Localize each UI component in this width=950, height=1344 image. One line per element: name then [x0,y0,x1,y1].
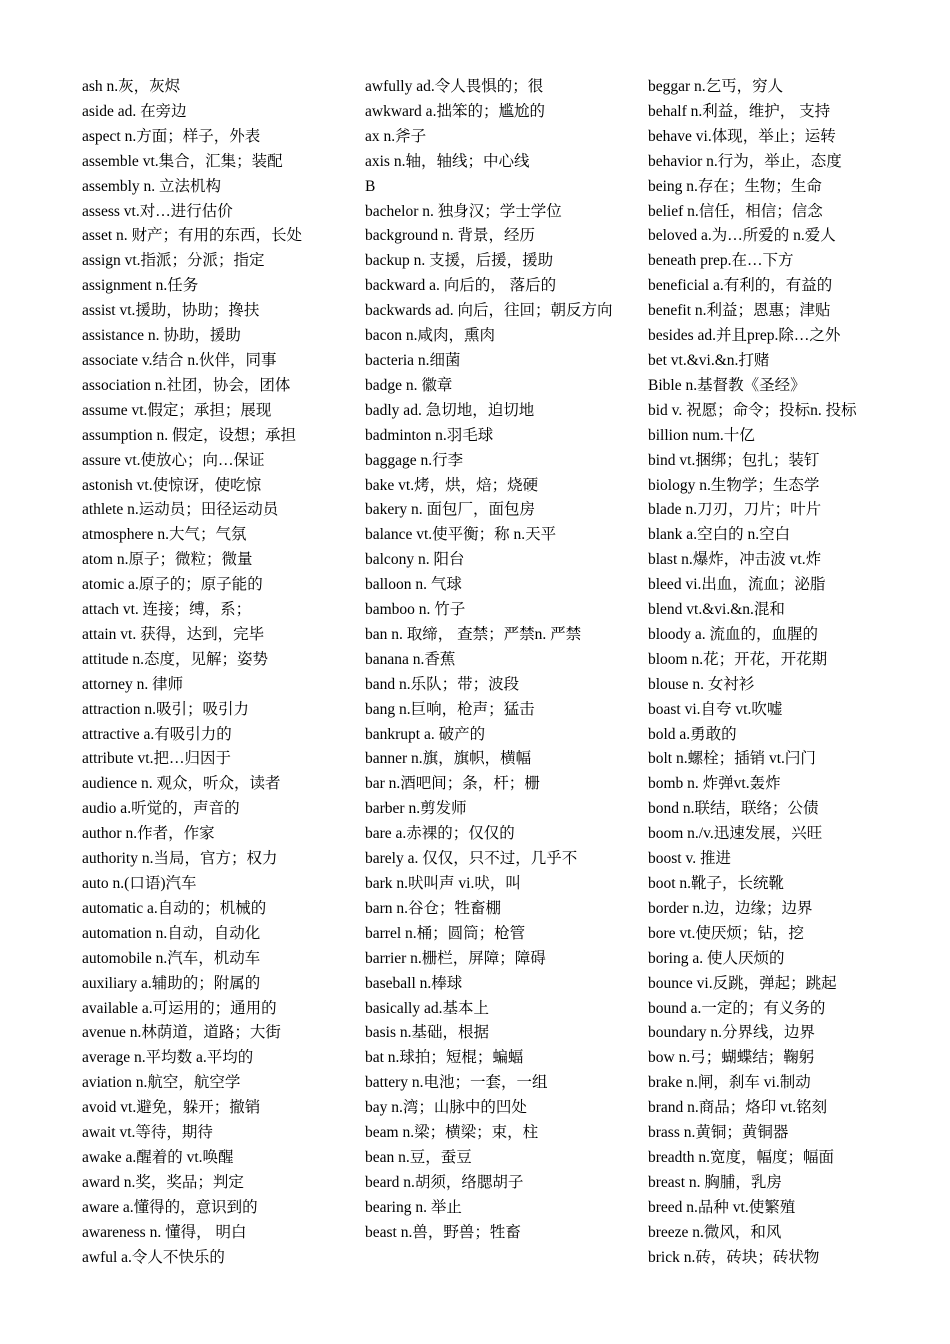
word-entry: atomic a.原子的；原子能的 [82,576,263,594]
word-entry: boundary n.分界线，边界 [648,1024,816,1042]
word-entry: brand n.商品；烙印 vt.铭刻 [648,1099,828,1117]
word-entry: attach vt. 连接；缚，系； [82,601,252,619]
word-entry: assure vt.使放心；向…保证 [82,451,265,469]
word-entry: bid v. 祝愿；命令；投标n. 投标 [648,401,857,419]
word-entry: battery n.电池；一套，一组 [365,1074,548,1092]
word-entry: aware a.懂得的，意识到的 [82,1198,258,1216]
word-entry: aside ad. 在旁边 [82,102,187,120]
word-entry: bind vt.捆绑；包扎；装钉 [648,451,820,469]
word-entry: beam n.梁；横梁；束，柱 [365,1124,539,1142]
word-entry: bachelor n. 独身汉；学士学位 [365,202,562,220]
word-entry: asset n. 财产；有用的东西，长处 [82,227,303,245]
word-entry: atom n.原子；微粒；微量 [82,551,253,569]
word-entry: bacon n.咸肉，熏肉 [365,327,496,345]
word-entry: border n.边，边缘；边界 [648,899,813,917]
word-entry: attribute vt.把…归因于 [82,750,231,768]
word-entry: bat n.球拍；短棍；蝙蝠 [365,1049,524,1067]
word-entry: barber n.剪发师 [365,800,467,818]
word-entry: balloon n. 气球 [365,576,462,594]
word-entry: breed n.品种 vt.使繁殖 [648,1198,796,1216]
word-entry: award n.奖，奖品；判定 [82,1173,244,1191]
word-entry: barrier n.栅栏，屏障；障碍 [365,949,546,967]
word-entry: bloom n.花；开花，开花期 [648,650,828,668]
word-entry: bearing n. 举止 [365,1198,462,1216]
word-entry: awake a.醒着的 vt.唤醒 [82,1148,234,1166]
word-entry: blouse n. 女衬衫 [648,675,755,693]
word-entry: automatic a.自动的；机械的 [82,899,267,917]
word-entry: beast n.兽，野兽；牲畜 [365,1223,521,1241]
word-entry: beloved a.为…所爱的 n.爱人 [648,227,836,245]
word-entry: boot n.靴子，长统靴 [648,875,785,892]
word-entry: brass n.黄铜；黄铜器 [648,1124,789,1142]
word-entry: besides ad.并且prep.除…之外 [648,327,841,345]
word-entry: behavior n.行为，举止，态度 [648,152,842,170]
word-entry: backwards ad. 向后，往回；朝反方向 [365,302,613,320]
word-entry: association n.社团，协会，团体 [82,376,291,394]
word-entry: bond n.联结，联络；公债 [648,800,819,818]
word-entry: assistance n. 协助，援助 [82,327,241,345]
word-entry: blast n.爆炸，冲击波 vt.炸 [648,551,822,569]
word-entry: associate v.结合 n.伙伴，同事 [82,351,277,369]
word-entry: awkward a.拙笨的；尴尬的 [365,102,545,120]
word-entry: avoid vt.避免，躲开；撤销 [82,1099,261,1117]
word-entry: available a.可运用的；通用的 [82,999,277,1017]
word-entry: awareness n. 懂得， 明白 [82,1223,247,1241]
word-entry: atmosphere n.大气；气氛 [82,526,247,544]
word-entry: bakery n. 面包厂，面包房 [365,501,536,519]
word-entry: bold a.勇敢的 [648,725,737,743]
word-entry: assign vt.指派；分派；指定 [82,252,265,270]
word-entry: blade n.刀刃，刀片；叶片 [648,501,822,519]
word-entry: bow n.弓；蝴蝶结；鞠躬 [648,1049,815,1067]
word-entry: automation n.自动，自动化 [82,924,261,942]
word-entry: balance vt.使平衡；称 n.天平 [365,526,557,544]
word-entry: banner n.旗，旗帜，横幅 [365,750,532,768]
word-entry: benefit n.利益；恩惠；津贴 [648,302,831,320]
word-entry: bare a.赤裸的；仅仅的 [365,825,515,843]
word-entry: bacteria n.细菌 [365,351,461,369]
word-entry: blank a.空白的 n.空白 [648,526,791,544]
word-entry: beneath prep.在…下方 [648,252,794,270]
word-entry: background n. 背景，经历 [365,227,536,245]
word-entry: backward a. 向后的， 落后的 [365,277,557,295]
word-entry: breadth n.宽度，幅度；幅面 [648,1148,834,1166]
word-entry: bore vt.使厌烦；钻，挖 [648,924,804,942]
word-entry: ban n. 取缔， 查禁；严禁n. 严禁 [365,625,582,643]
word-entry: astonish vt.使惊讶，使吃惊 [82,476,262,494]
word-entry: assemble vt.集合，汇集；装配 [82,152,283,170]
word-column-3 [648,75,910,1271]
word-entry: badly ad. 急切地，迫切地 [365,401,535,419]
word-entry: ax n.斧子 [365,127,427,145]
word-entry: boom n./v.迅速发展，兴旺 [648,825,823,843]
word-entry: being n.存在；生物；生命 [648,177,822,195]
word-entry: auto n.(口语)汽车 [82,875,197,892]
word-entry: bolt n.螺栓；插销 vt.闩门 [648,750,816,768]
word-entry: attorney n. 律师 [82,675,184,693]
word-entry: bloody a. 流血的，血腥的 [648,625,819,643]
word-entry: assumption n. 假定，设想；承担 [82,426,296,444]
word-entry: bound a.一定的；有义务的 [648,999,826,1017]
word-entry: attain vt. 获得，达到，完毕 [82,625,265,643]
word-entry: bankrupt a. 破产的 [365,725,486,743]
word-entry: assembly n. 立法机构 [82,177,222,195]
word-entry: await vt.等待，期待 [82,1124,213,1142]
word-entry: bounce vi.反跳，弹起；跳起 [648,974,837,992]
word-entry: avenue n.林荫道，道路；大街 [82,1024,281,1042]
word-entry: audio a.听觉的，声音的 [82,800,240,818]
word-entry: billion num.十亿 [648,426,755,444]
word-entry: beggar n.乞丐，穷人 [648,78,784,95]
word-entry: biology n.生物学；生态学 [648,476,820,494]
word-entry: breeze n.微风，和风 [648,1223,782,1241]
word-entry: axis n.轴，轴线；中心线 [365,152,530,170]
word-entry: boring a. 使人厌烦的 [648,949,785,967]
word-entry: aspect n.方面；样子，外表 [82,127,261,145]
word-entry: attractive a.有吸引力的 [82,725,232,743]
word-entry: attitude n.态度，见解；姿势 [82,650,268,668]
word-entry: bet vt.&vi.&n.打赌 [648,351,770,369]
word-entry: author n.作者，作家 [82,825,215,843]
word-entry: boost v. 推进 [648,850,731,868]
word-entry: assignment n.任务 [82,277,199,295]
word-entry: awfully ad.令人畏惧的；很 [365,78,544,95]
word-entry: banana n.香蕉 [365,650,456,668]
word-entry: basis n.基础，根据 [365,1024,490,1042]
word-entry: beard n.胡须，络腮胡子 [365,1173,524,1191]
word-entry: belief n.信任，相信；信念 [648,202,823,220]
word-column-1 [82,75,344,1271]
word-entry: bar n.酒吧间；条，杆；栅 [365,775,540,793]
word-entry: B [365,177,376,195]
word-entry: band n.乐队；带；波段 [365,675,520,693]
word-entry: average n.平均数 a.平均的 [82,1049,254,1067]
word-entry: attraction n.吸引；吸引力 [82,700,250,718]
word-entry: badge n. 徽章 [365,376,453,394]
word-entry: bark n.吠叫声 vi.吠，叫 [365,875,521,892]
word-entry: boast vi.自夸 vt.吹嘘 [648,700,783,718]
word-entry: behave vi.体现，举止；运转 [648,127,836,145]
word-entry: blend vt.&vi.&n.混和 [648,601,785,619]
word-entry: ash n.灰，灰烬 [82,78,181,95]
word-entry: assist vt.援助，协助；搀扶 [82,302,260,320]
word-entry: assume vt.假定；承担；展现 [82,401,272,419]
word-entry: brake n.闸，刹车 vi.制动 [648,1074,811,1092]
word-entry: authority n.当局，官方；权力 [82,850,278,868]
word-entry: behalf n.利益，维护， 支持 [648,102,831,120]
word-entry: assess vt.对…进行估价 [82,202,233,220]
word-entry: baseball n.棒球 [365,974,463,992]
word-entry: Bible n.基督教《圣经》 [648,376,806,394]
word-entry: bleed vi.出血，流血；泌脂 [648,576,826,594]
word-entry: awful a.令人不快乐的 [82,1248,225,1266]
word-entry: bamboo n. 竹子 [365,601,466,619]
word-entry: backup n. 支援，后援，援助 [365,252,554,270]
word-entry: barely a. 仅仅，只不过，几乎不 [365,850,578,868]
word-entry: basically ad.基本上 [365,999,489,1017]
word-entry: athlete n.运动员；田径运动员 [82,501,279,519]
word-entry: auxiliary a.辅助的；附属的 [82,974,261,992]
word-column-2 [365,75,627,1246]
word-entry: brick n.砖，砖块；砖状物 [648,1248,820,1266]
word-entry: bay n.湾；山脉中的凹处 [365,1099,527,1117]
word-entry: beneficial a.有利的，有益的 [648,277,833,295]
word-entry: bang n.巨响，枪声；猛击 [365,700,535,718]
word-entry: baggage n.行李 [365,451,464,469]
word-entry: badminton n.羽毛球 [365,426,494,444]
word-entry: audience n. 观众，听众，读者 [82,775,281,793]
word-entry: breast n. 胸脯，乳房 [648,1173,782,1191]
word-entry: barrel n.桶；圆筒；枪管 [365,924,526,942]
word-entry: bomb n. 炸弹vt.轰炸 [648,775,781,793]
word-entry: bake vt.烤，烘，焙；烧硬 [365,476,539,494]
word-entry: aviation n.航空，航空学 [82,1074,241,1092]
word-entry: bean n.豆，蚕豆 [365,1148,472,1166]
word-entry: barn n.谷仓；牲畜棚 [365,899,502,917]
word-entry: automobile n.汽车，机动车 [82,949,261,967]
word-entry: balcony n. 阳台 [365,551,465,569]
